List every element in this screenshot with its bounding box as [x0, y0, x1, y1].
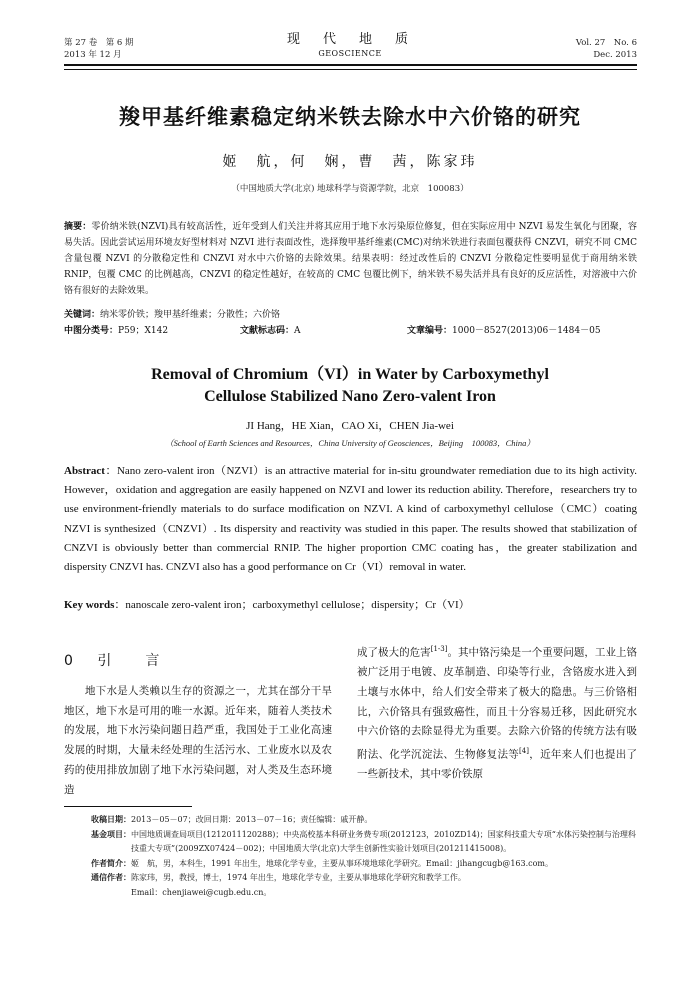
- keywords-en-text: ：nanoscale zero-valent iron；carboxymethyl cellulose；dispersity；Cr（VI）: [114, 599, 470, 611]
- keywords-cn-text: 纳米零价铁；羧甲基纤维素；分散性；六价铬: [100, 310, 281, 320]
- section-heading: [64, 650, 332, 670]
- paper-title-en-line1: Removal of Chromium（VI）in Water by Carboxymethyl: [151, 366, 549, 383]
- footnotes: [91, 813, 637, 900]
- paper-title-cn: 羧甲基纤维素稳定纳米铁去除水中六价铬的研究: [119, 105, 581, 129]
- right-column: [357, 640, 637, 785]
- left-column: [64, 640, 332, 800]
- journal-name-cn: 现 代 地 质: [286, 32, 413, 47]
- keywords-cn: [64, 309, 637, 322]
- abstract-cn-text: 零价纳米铁(NZVI)具有较高活性，近年受到人们关注并将其应用于地下水污染原位修复，但在实际应用中 NZVI 易发生氧化与团聚，容易失活。因此尝试运用环境友好型材料对 NZVI 进行表面改性，选择羧甲基纤维素(CMC)对纳米铁进行表面包覆获得 CNZVI，研究不同 CMC 含量包覆 NZVI 的分散稳定性和 CNZVI 对水中六价铬的去除效果。结果表明：经过改性后的 CNZVI 分散稳定性要明显优于商用纳米铁 RNIP，包覆 CMC 的比例越高，CNZVI 的稳定性越好，在较高的 CMC 包覆比例下，纳米铁不易失活并具有良好的反应活性，对溶液中六价铬有很好的去除效果。: [64, 222, 637, 296]
- paper-title-en-line2: Cellulose Stabilized Nano Zero-valent Iron: [204, 388, 496, 405]
- authors-cn: 姬 航，何 娴，曹 茜，陈家玮: [222, 154, 478, 170]
- document-code: 文献标志码：A: [240, 326, 301, 336]
- intro-paragraph-1: 地下水是人类赖以生存的资源之一，尤其在部分干旱地区，地下水是可用的唯一水源。近年来，随着人类技术的发展，地下水污染问题日趋严重，我国处于工业化高速发展的时期，大量未经处理的生活污水、工业废水以及农药的使用排放加剧了地下水污染问题，对人类及生态环境造: [64, 685, 332, 796]
- intro-paragraph-1-continued: 成了极大的危害[1-3]。其中铬污染是一个重要问题，工业上铬被广泛用于电镀、皮革制造、印染等行业，含铬废水进入到土壤与水体中，给人们安全带来了极大的隐患。与三价铬相比，六价铬具有强致癌性，而且十分容易迁移，因此研究水中六价铬的去除显得尤为重要。去除六价铬的传统方法有吸附法、化学沉淀法、生物修复法等[4]，近年来人们也提出了一些新技术，其中零价铁原: [357, 645, 638, 781]
- abstract-cn: [64, 219, 637, 299]
- section-title: 引 言: [97, 653, 170, 669]
- volume-issue-en: Vol. 27 No. 6: [575, 38, 637, 48]
- footnote-funding: 基金项目： 中国地质调查局项目(1212011120288)；中央高校基本科研业务费专项(2012123，2010ZD14)；国家科技重大专项“水体污染控制与治理科技重大专项”(2009ZX07424－002)；中国地质大学(北京)大学生创新性实验计划项目(201211415008)。: [91, 829, 636, 853]
- footnote-author: 作者简介： 姬 航，男，本科生，1991 年出生，地球化学专业，主要从事环境地球化学研究。Email：jihangcugb@163.com。: [91, 858, 554, 868]
- volume-issue-cn: 第 27 卷 第 6 期: [64, 38, 134, 48]
- authors-en: JI Hang，HE Xian，CAO Xi，CHEN Jia-wei: [246, 420, 454, 432]
- clc-number: 中图分类号：P59；X142: [64, 326, 169, 336]
- journal-name-en: GEOSCIENCE: [318, 49, 382, 58]
- footnote-rule: [64, 806, 192, 807]
- section-number: 0: [64, 653, 83, 669]
- date-en: Dec. 2013: [593, 50, 637, 60]
- corresponding-email: Email：chenjiawei@cugb.edu.cn。: [131, 887, 272, 897]
- header-rule-thick: [64, 64, 637, 66]
- abstract-cn-label: 摘要：: [64, 222, 92, 232]
- affiliation-cn: （中国地质大学(北京) 地球科学与资源学院，北京 100083）: [231, 184, 469, 194]
- footnote-corresponding: 通信作者： 陈家玮，男，教授，博士，1974 年出生，地球化学专业，主要从事地球化学研究和教学工作。 Email：chenjiawei@cugb.edu.cn。: [91, 873, 466, 897]
- citation-ref: [1-3]: [430, 645, 448, 653]
- keywords-cn-label: 关键词：: [64, 310, 101, 320]
- abstract-en-label: Abstract: [64, 465, 105, 477]
- abstract-en: [64, 462, 637, 577]
- article-number: 文章编号：1000－8527(2013)06－1484－05: [407, 326, 601, 336]
- abstract-en-text: ：Nano zero-valent iron（NZVI）is an attractive material for in-situ groundwater remediation due to its high activity. However，oxidation and aggregation are easily happened on NZVI and lower its reduction ability. Therefore，researchers try to use environment-friendly materials to do surface modification on NZVI. A kind of carboxymethyl cellulose（CMC）coating NZVI is synthesized（CNZVI）. Its dispersity and reactivity was studied in this paper. The results showed that stabilization of CNZVI is obviously better than commercial RNIP. The higher proportion CMC coating has，the greater stabilization and dispersity CNZVI has. CNZVI also has a good performance on Cr（VI）removal in water.: [64, 465, 637, 574]
- paper-title-en: [0, 364, 700, 408]
- keywords-en-label: Key words: [64, 599, 115, 611]
- running-header-right: [576, 37, 637, 61]
- citation-ref: [4]: [519, 747, 529, 756]
- date-cn: 2013 年 12 月: [64, 50, 122, 60]
- header-rule-thin: [64, 69, 637, 70]
- keywords-en: [64, 596, 637, 615]
- footnote-received: 收稿日期： 2013－05－07；改回日期：2013－07－16；责任编辑：戚开静。: [91, 815, 373, 824]
- affiliation-en: （School of Earth Sciences and Resources，China University of Geosciences，Beijing 100083，China）: [165, 438, 535, 448]
